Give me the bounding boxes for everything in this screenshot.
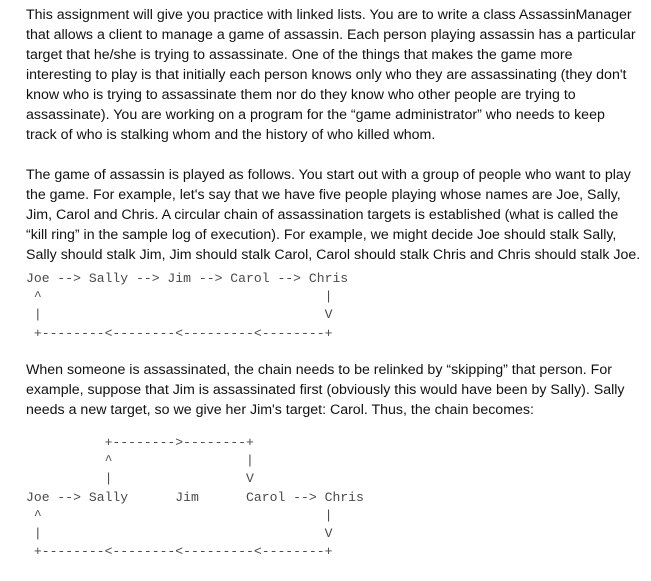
text-line: assassinate). You are working on a program for the “game administrator” who needs to keep	[26, 107, 605, 123]
text-line: the game. For example, let's say that we have five people playing whose names are Joe, Sally,	[26, 187, 621, 203]
text-line: know who is trying to assassinate them nor do they know who other people are trying to	[26, 87, 576, 103]
text-line: interesting to play is that initially each person knows only who they are assassinating (they don't	[26, 67, 627, 83]
text-line: The game of assassin is played as follows. You start out with a group of people who want to play	[26, 167, 631, 183]
diagram-line: ^ |	[26, 507, 333, 523]
diagram-line: | V	[26, 526, 333, 542]
kill-ring-diagram-initial	[26, 270, 348, 343]
text-line: that allows a client to manage a game of assassin. Each person playing assassin has a particular	[26, 27, 636, 43]
text-line: When someone is assassinated, the chain needs to be relinked by “skipping” that person. For	[26, 362, 612, 378]
diagram-line: +-------->--------+	[26, 435, 254, 450]
diagram-line: +--------<--------<---------<--------+	[26, 325, 333, 341]
text-line: track of who is stalking whom and the history of who killed whom.	[26, 127, 436, 143]
text-line: example, suppose that Jim is assassinated first (obviously this would have been by Sally). Sally	[26, 382, 625, 398]
relinking-paragraph	[26, 360, 625, 420]
diagram-line: Joe --> Sally --> Jim --> Carol --> Chris	[26, 271, 349, 286]
kill-ring-diagram-relinked	[26, 434, 364, 561]
diagram-line: Joe --> Sally Jim Carol --> Chris	[26, 489, 364, 505]
text-line: Sally should stalk Jim, Jim should stalk Carol, Carol should stalk Chris and Chris should stalk Joe.	[26, 247, 641, 263]
text-line: Jim, Carol and Chris. A circular chain of assassination targets is established (what is called the	[26, 207, 619, 223]
diagram-line: | V	[26, 307, 333, 323]
text-line: needs a new target, so we give her Jim's target: Carol. Thus, the chain becomes:	[26, 402, 534, 418]
text-line: “kill ring” in the sample log of execution). For example, we might decide Joe should stalk Sally,	[26, 227, 617, 243]
diagram-line: ^ |	[26, 453, 254, 469]
text-line: target that he/she is trying to assassinate. One of the things that makes the game more	[26, 47, 573, 63]
diagram-line: ^ |	[26, 289, 333, 305]
blank-line	[26, 145, 640, 165]
diagram-line: +--------<--------<---------<--------+	[26, 544, 333, 560]
text-line: This assignment will give you practice with linked lists. You are to write a class AssassinManager	[26, 7, 632, 23]
diagram-line: | V	[26, 471, 254, 487]
intro-paragraph	[26, 5, 640, 265]
